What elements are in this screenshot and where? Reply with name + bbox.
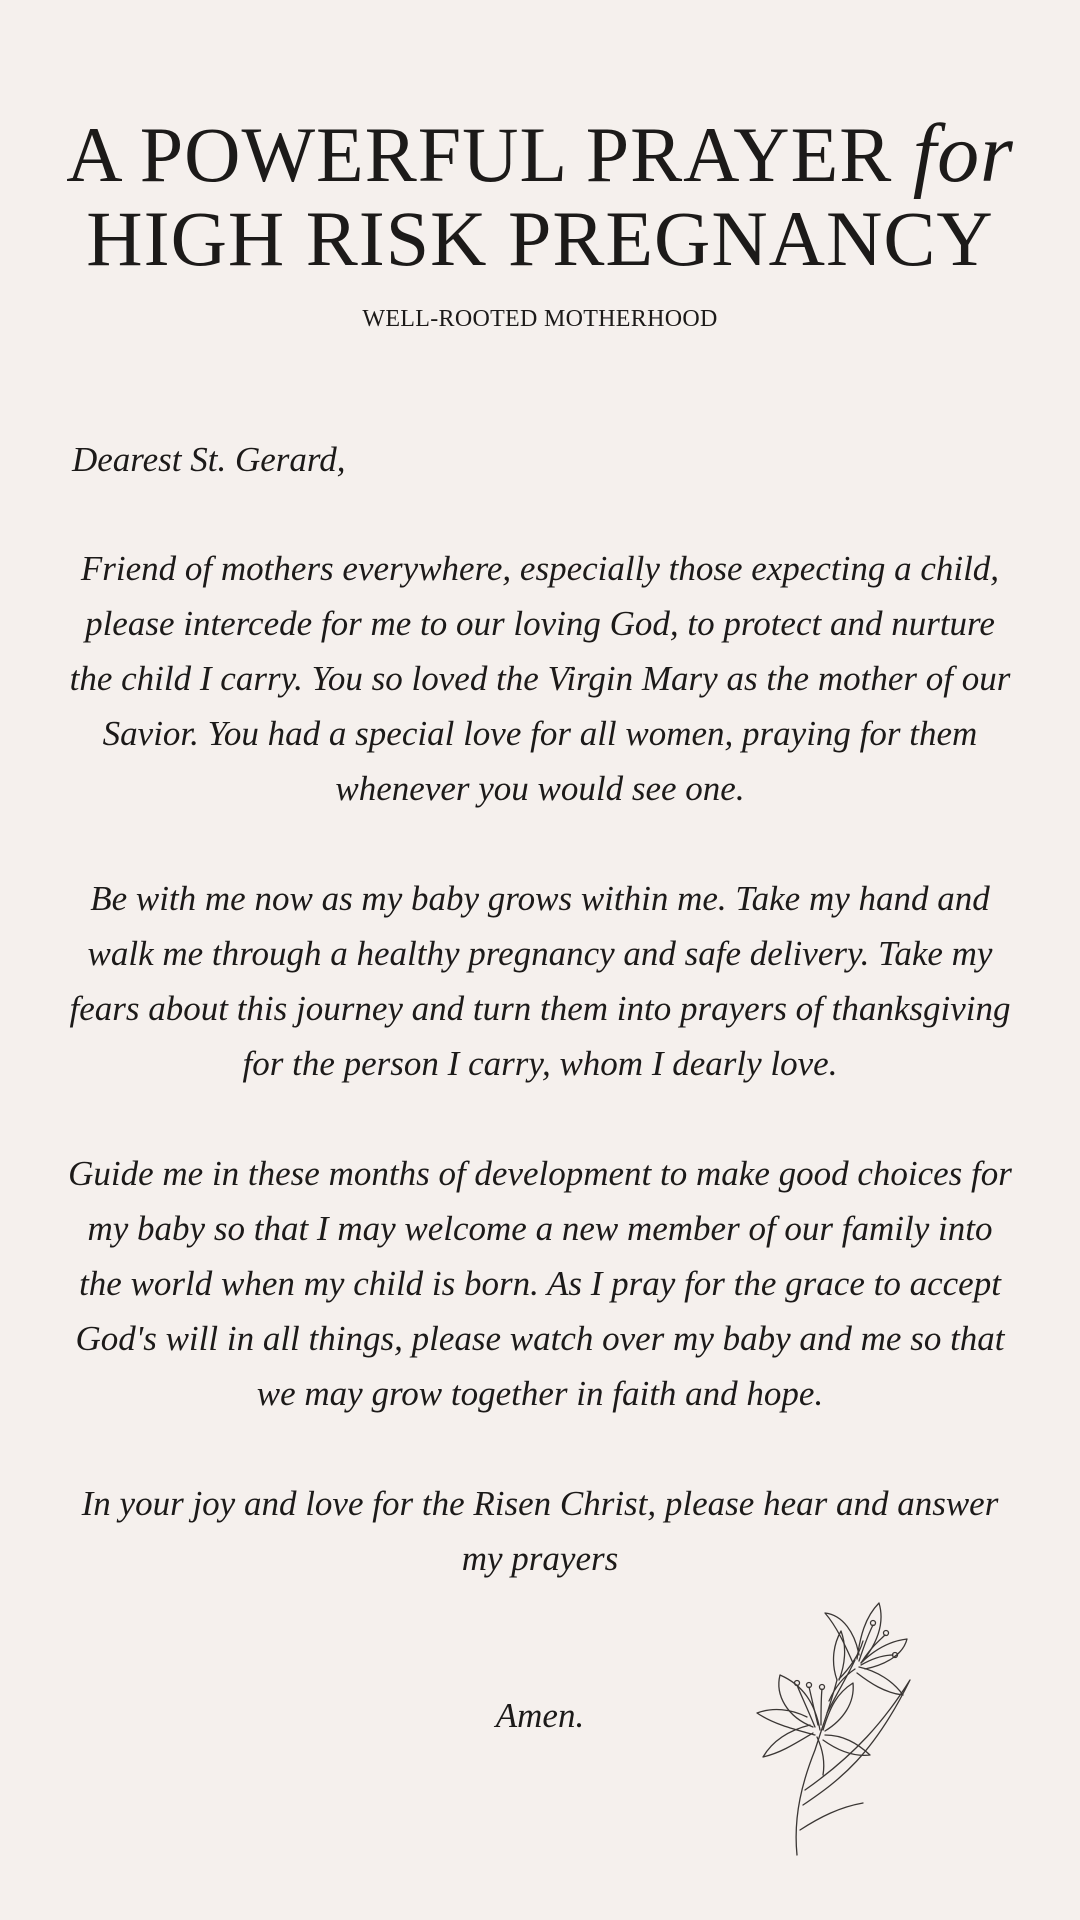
prayer-paragraph-2: Be with me now as my baby grows within me. Take my hand and walk me through a healthy pregnancy and safe delivery. Take my fears about this journey and turn them into prayers of thanksgiving for the person I carry, whom I dearly love. <box>69 879 1011 1083</box>
prayer-paragraph-4: In your joy and love for the Risen Christ, please hear and answer my prayers <box>81 1484 999 1578</box>
lily-flower-icon <box>745 1585 920 1860</box>
salutation: Dearest St. Gerard, <box>72 440 346 479</box>
brand-subtitle: WELL-ROOTED MOTHERHOOD <box>362 306 718 332</box>
prayer-paragraph-1: Friend of mothers everywhere, especially those expecting a child, please intercede for me to our loving God, to protect and nurture the child I carry. You so loved the Virgin Mary as the mother of our Savior. You had a special love for all women, praying for them whenever you would see one. <box>69 549 1011 808</box>
closing-amen: Amen. <box>495 1696 585 1735</box>
page-title <box>0 107 1080 282</box>
title-main: A POWERFUL PRAYER <box>66 111 893 198</box>
prayer-body <box>68 432 1012 1641</box>
title-for: for <box>912 107 1014 200</box>
prayer-paragraph-3: Guide me in these months of development to make good choices for my baby so that I may welcome a new member of our family into the world when my child is born. As I pray for the grace to accept God's will in all things, please watch over my baby and me so that we may grow together in faith and hope. <box>68 1154 1012 1413</box>
title-line-2: HIGH RISK PREGNANCY <box>86 195 994 282</box>
title-line-1 <box>0 107 1080 200</box>
